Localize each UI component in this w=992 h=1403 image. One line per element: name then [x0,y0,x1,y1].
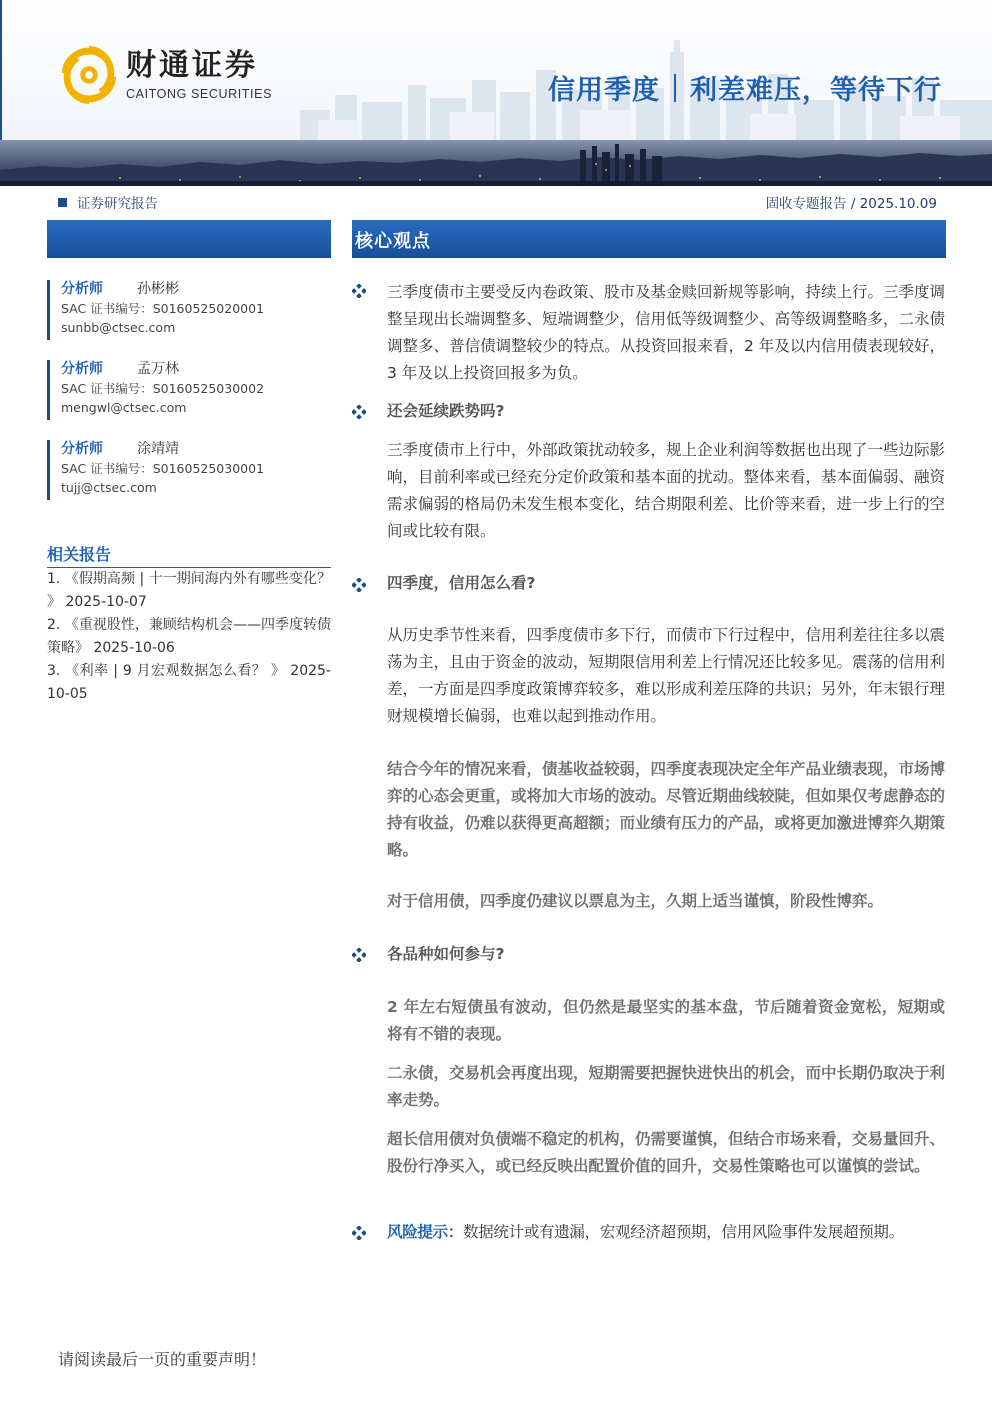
analyst-name: 孟万林 [137,361,179,377]
analyst-card [47,360,327,420]
summary-paragraph: 三季度债市主要受反内卷政策、股市及基金赎回新规等影响，持续上行。三季度调整呈现出长端调整多、短端调整少，信用低等级调整少、高等级调整略多，二永债调整多、普信债调整较少的特点。从投资回报来看，2 年及以内信用债表现较好，3 年及以上投资回报多为负。 [387,283,946,382]
report-category-label: 证券研究报告 [77,196,158,212]
section-paragraph: 结合今年的情况来看，债基收益较弱，四季度表现决定全年产品业绩表现，市场博弈的心态会更重，或将加大市场的波动。尽管近期曲线较陡，但如果仅考虑静态的持有收益，仍难以获得更高超额；而业绩有压力的产品，或将更加激进博弈久期策略。 [387,760,946,859]
section-heading: 还会延续跌势吗? [387,402,505,420]
risk-warning [387,1219,945,1246]
related-report-item[interactable]: 1. 《假期高频 | 十一期间海内外有哪些变化？ 》 2025-10-07 [47,571,331,610]
section-paragraph: 二永债，交易机会再度出现，短期需要把握快进快出的机会，而中长期仍取决于利率走势。 [387,1064,946,1109]
risk-label: 风险提示： [387,1223,464,1241]
analyst-sac: SAC 证书编号：S0160525030002 [61,381,265,396]
analyst-card [47,280,327,340]
diamond-bullet-icon [352,405,366,419]
header-left-rule [0,0,2,140]
section-heading: 各品种如何参与? [387,945,505,963]
city-photo-band [0,140,992,186]
related-reports-list [47,568,331,706]
diamond-bullet-icon [352,1226,366,1240]
brand-logo [60,44,272,106]
analyst-card [47,440,327,500]
core-view-title: 核心观点 [355,231,431,252]
diamond-bullet-icon [352,578,366,592]
analyst-sac: SAC 证书编号：S0160525020001 [61,301,265,316]
report-type-date: 固收专题报告 / 2025.10.09 [765,196,937,212]
footer-disclaimer: 请阅读最后一页的重要声明！ [58,1350,267,1369]
section-paragraph: 超长信用债对负债端不稳定的机构，仍需要谨慎，但结合市场来看，交易量回升、股份行净买入，或已经反映出配置价值的回升，交易性策略也可以谨慎的尝试。 [387,1130,946,1175]
report-title-part1: 信用季度 [548,75,660,106]
analyst-sac: SAC 证书编号：S0160525030001 [61,461,265,476]
section-paragraph: 三季度债市上行中，外部政策扰动较多，规上企业利润等数据也出现了一些边际影响，目前利率或已经充分定价政策和基本面的扰动。整体来看，基本面偏弱、融资需求偏弱的格局仍未发生根本变化，结合期限利差、比价等来看，进一步上行的空间或比较有限。 [387,441,946,540]
report-title-part2: 利差难压，等待下行 [690,75,942,106]
section-paragraph: 对于信用债，四季度仍建议以票息为主，久期上适当谨慎，阶段性博弈。 [387,892,884,910]
related-reports-title: 相关报告 [47,545,112,564]
report-category [58,192,158,212]
analyst-email[interactable]: tujj@ctsec.com [61,480,157,495]
core-view-bar [352,220,946,258]
related-report-item[interactable]: 2. 《重视股性，兼顾结构机会——四季度转债策略》 2025-10-06 [47,617,331,656]
analyst-role: 分析师 [61,281,103,297]
analyst-email[interactable]: mengwl@ctsec.com [61,400,187,415]
risk-text: 数据统计或有遗漏，宏观经济超预期，信用风险事件发展超预期。 [463,1223,904,1241]
report-header [0,0,992,186]
diamond-bullet-icon [352,284,366,298]
diamond-bullet-icon [352,948,366,962]
report-title [548,68,942,107]
title-separator [674,74,676,102]
sidebar-header-bar [47,220,331,258]
brand-name-en: CAITONG SECURITIES [126,87,273,101]
square-bullet-icon [58,198,67,207]
section-paragraph: 2 年左右短债虽有波动，但仍然是最坚实的基本盘，节后随着资金宽松，短期或将有不错的表现。 [387,998,945,1043]
caitong-logo-icon [60,44,118,106]
analyst-email[interactable]: sunbb@ctsec.com [61,320,176,335]
section-paragraph: 从历史季节性来看，四季度债市多下行，而债市下行过程中，信用利差往往多以震荡为主，且由于资金的波动，短期限信用利差上行情况还比较多见。震荡的信用利差，一方面是四季度政策博弈较多，难以形成利差压降的共识；另外，年末银行理财规模增长偏弱，也难以起到推动作用。 [387,626,946,725]
analyst-name: 涂靖靖 [137,441,179,457]
related-report-item[interactable]: 3. 《利率 | 9 月宏观数据怎么看？ 》 2025-10-05 [47,663,331,702]
analyst-role: 分析师 [61,441,103,457]
brand-name-cn: 财通证券 [126,48,258,83]
analyst-name: 孙彬彬 [137,281,179,297]
section-heading: 四季度，信用怎么看? [387,574,536,592]
analyst-role: 分析师 [61,361,103,377]
